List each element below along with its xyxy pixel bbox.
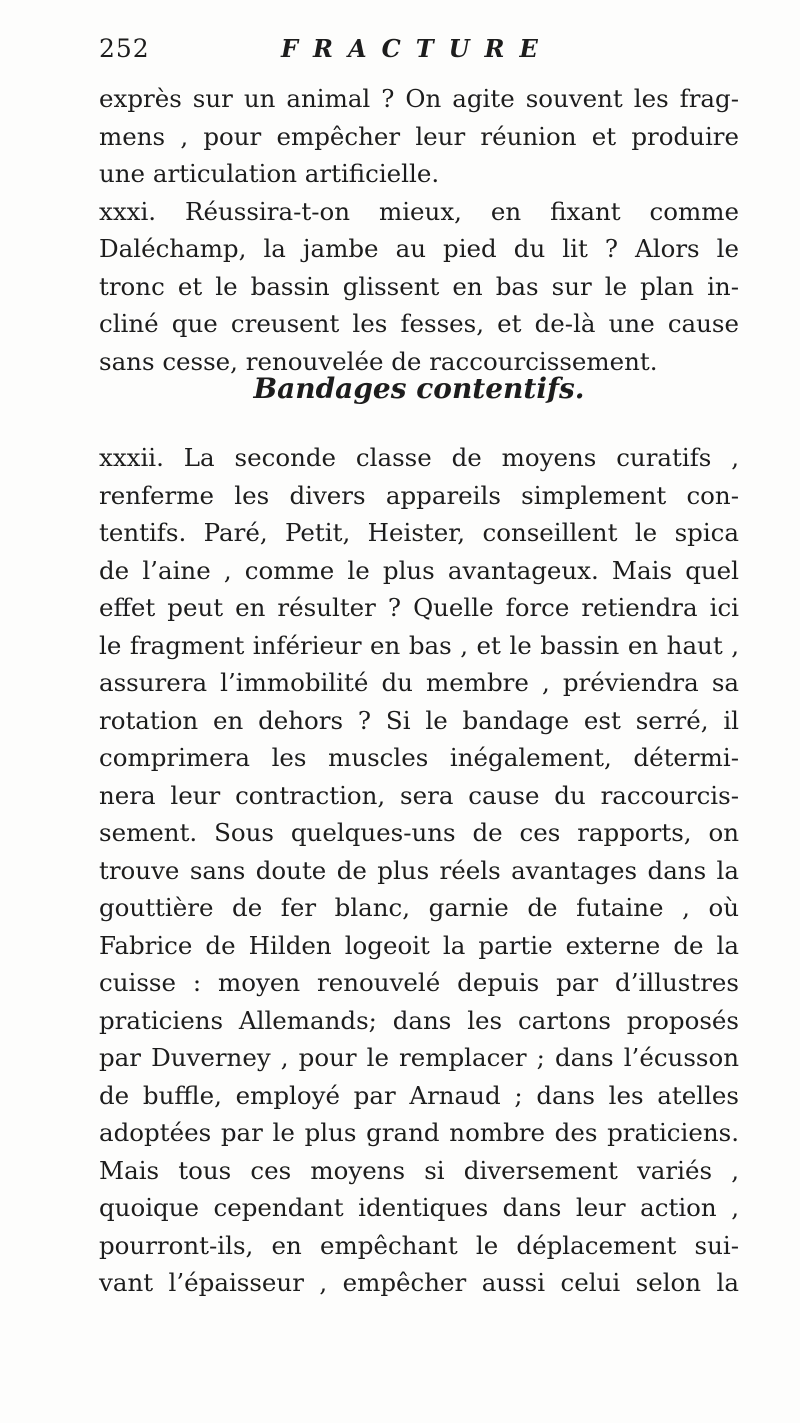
text-line: assurera l’immobilité du membre , préviendra sa	[99, 668, 739, 697]
text-line: gouttière de fer blanc, garnie de futaine , où	[99, 893, 739, 922]
text-line: vant l’épaisseur , empêcher aussi celui selon la	[99, 1268, 739, 1297]
text-line: xxxii. La seconde classe de moyens curatifs ,	[99, 443, 739, 472]
text-line: tronc et le bassin glissent en bas sur le plan in-	[99, 271, 739, 301]
running-head	[99, 34, 739, 74]
page-number: 252	[99, 34, 150, 63]
text-line: sement. Sous quelques-uns de ces rapports, on	[99, 818, 739, 847]
text-line: adoptées par le plus grand nombre des praticiens.	[99, 1118, 739, 1147]
text-line: nera leur contraction, sera cause du raccourcis-	[99, 780, 739, 810]
text-line: tentifs. Paré, Petit, Heister, conseillent le spica	[99, 518, 739, 547]
text-line: une articulation artificielle.	[99, 159, 440, 188]
text-line: exprès sur un animal ? On agite souvent les frag-	[99, 84, 739, 113]
text-line: comprimera les muscles inégalement, détermi-	[99, 743, 739, 772]
text-line: Mais tous ces moyens si diversement variés ,	[99, 1155, 739, 1185]
text-line: pourront-ils, en empêchant le déplacement sui-	[99, 1230, 739, 1260]
text-line: mens , pour empêcher leur réunion et produire	[99, 121, 739, 151]
body-text-top	[99, 80, 739, 380]
text-line: rotation en dehors ? Si le bandage est serré, il	[99, 705, 739, 735]
text-line: effet peut en résulter ? Quelle force retiendra ici	[99, 593, 739, 622]
text-line: sans cesse, renouvelée de raccourcissement.	[99, 346, 658, 376]
text-line: Fabrice de Hilden logeoit la partie externe de la	[99, 930, 739, 960]
running-title: FRACTURE	[281, 34, 553, 63]
text-line: le fragment inférieur en bas , et le bassin en haut ,	[99, 630, 739, 660]
text-line: praticiens Allemands; dans les cartons proposés	[99, 1005, 739, 1035]
text-line: cliné que creusent les fesses, et de-là une cause	[99, 309, 739, 338]
text-line: xxxi. Réussira-t-on mieux, en fixant comme	[99, 196, 739, 226]
text-line: cuisse : moyen renouvelé depuis par d’illustres	[99, 968, 739, 997]
text-line: trouve sans doute de plus réels avantages dans la	[99, 855, 739, 885]
text-line: par Duverney , pour le remplacer ; dans l’écusson	[99, 1043, 739, 1072]
text-line: de buffle, employé par Arnaud ; dans les atelles	[99, 1080, 739, 1110]
body-text-bottom	[99, 439, 739, 1302]
text-line: renferme les divers appareils simplement con-	[99, 480, 739, 510]
text-line: quoique cependant identiques dans leur action ,	[99, 1193, 739, 1222]
text-line: de l’aine , comme le plus avantageux. Mais quel	[99, 555, 739, 585]
section-heading: Bandages contentifs.	[253, 372, 585, 405]
text-line: Daléchamp, la jambe au pied du lit ? Alors le	[99, 234, 739, 263]
